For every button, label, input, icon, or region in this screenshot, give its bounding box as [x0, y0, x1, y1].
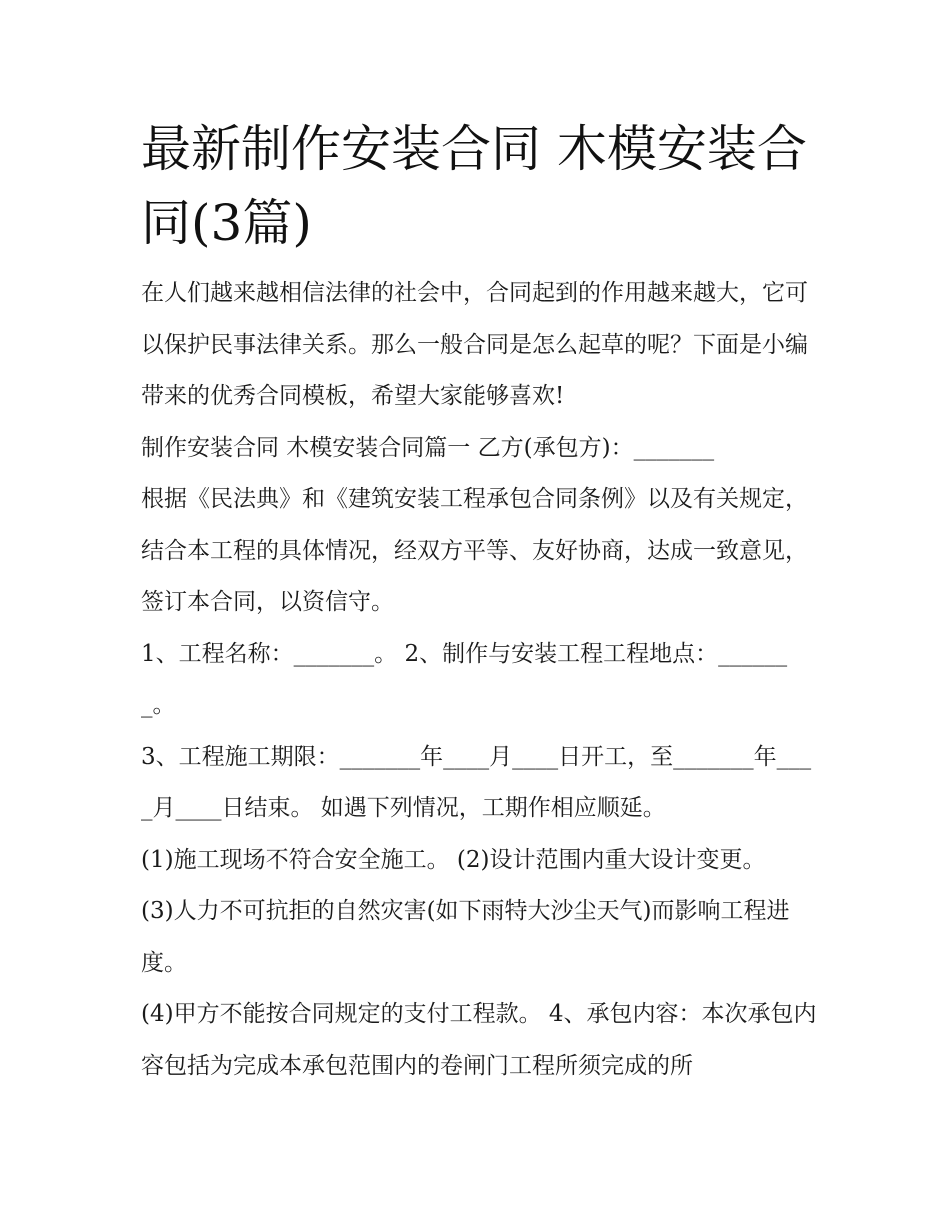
paragraph-project-name: 1、工程名称：_______。 2、制作与安装工程工程地点：_______。 [141, 640, 788, 718]
paragraph-intro: 在人们越来越相信法律的社会中，合同起到的作用越来越大，它可以保护民事法律关系。那么一般合同是怎么起草的呢？下面是小编带来的优秀合同模板，希望大家能够喜欢! [141, 280, 808, 409]
paragraph-condition-4-scope: (4)甲方不能按合同规定的支付工程款。 4、承包内容：本次承包内容包括为完成本承包范围内的卷闸门工程所须完成的所 [141, 1001, 817, 1079]
paragraph-contract-heading: 制作安装合同 木模安装合同篇一 乙方(承包方)：_______ [141, 434, 715, 461]
paragraph-construction-period: 3、工程施工期限：_______年____月____日开工，至_______年____月____日结束。 如遇下列情况，工期作相应顺延。 [141, 743, 812, 821]
paragraph-condition-1-2: (1)施工现场不符合安全施工。 (2)设计范围内重大设计变更。 [141, 846, 766, 873]
document-title: 最新制作安装合同 木模安装合同(3篇) [141, 120, 807, 252]
paragraph-condition-3: (3)人力不可抗拒的自然灾害(如下雨特大沙尘天气)而影响工程进度。 [141, 898, 790, 976]
paragraph-legal-basis: 根据《民法典》和《建筑安装工程承包合同条例》以及有关规定，结合本工程的具体情况，经双方平等、友好协商，达成一致意见，签订本合同，以资信守。 [141, 486, 808, 615]
document-body [141, 112, 821, 1092]
